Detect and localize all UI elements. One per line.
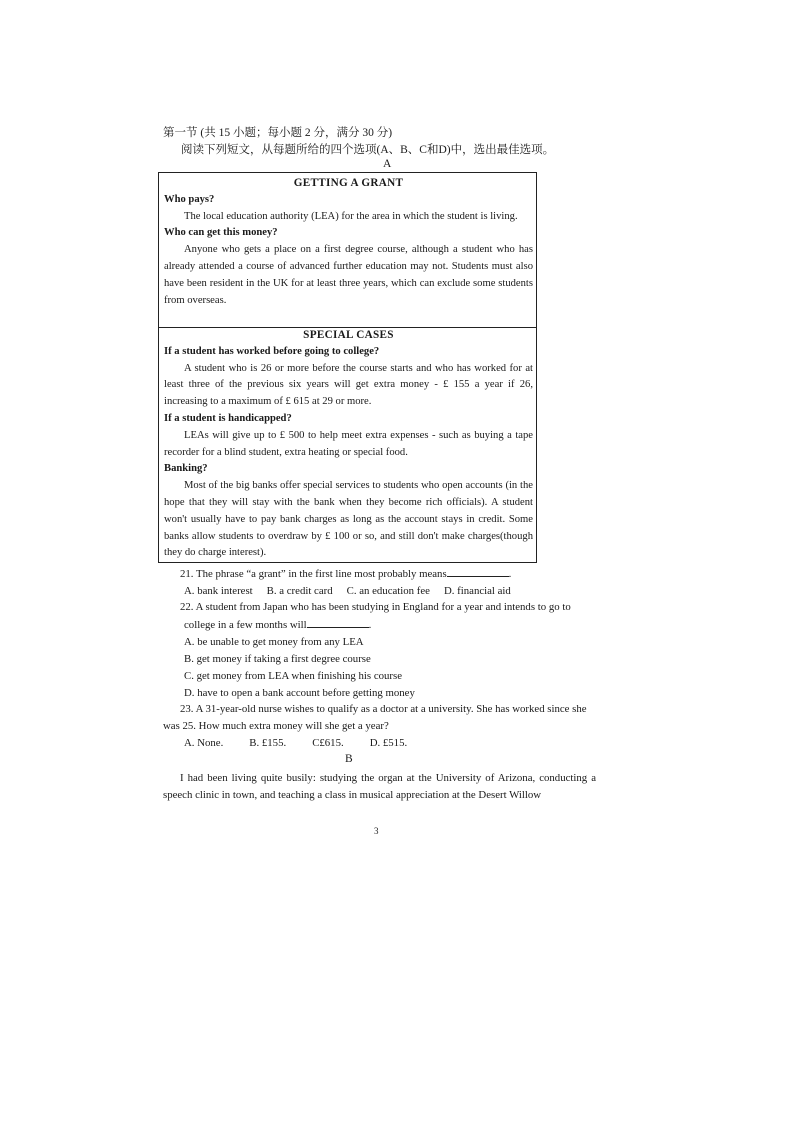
banking-text: Most of the big banks offer special services to students who open accounts (in the hope that they will stay with the bank when they become rich officials). A student won't usually have to pay bank charges as long as the account stays in credit. Some banks allow students to overdraw by £ 100 or so, and still don't make charges(though they do charge interest). bbox=[164, 480, 533, 559]
q22-option-a: A. be unable to get money from any LEA bbox=[184, 636, 364, 648]
special-cases-title: SPECIAL CASES bbox=[303, 329, 394, 341]
q22-option-b: B. get money if taking a first degree course bbox=[184, 653, 371, 665]
q22-option-c: C. get money from LEA when finishing his course bbox=[184, 670, 403, 682]
q22-answer-blank bbox=[307, 616, 369, 628]
q21-answer-blank bbox=[447, 565, 509, 577]
grant-section bbox=[164, 175, 533, 309]
q22-option-d: D. have to open a bank account before getting money bbox=[184, 687, 415, 699]
q21-options bbox=[180, 583, 511, 600]
q23-stem-continued: was 25. How much extra money will she get a year? bbox=[163, 720, 389, 732]
worked-before-text: A student who is 26 or more before the course starts and who has worked for at least three of the previous six years will get extra money - £ 155 a year if 26, increasing to a maximum of £ 615 at 29 or more. bbox=[164, 362, 533, 408]
handicapped-text: LEAs will give up to £ 500 to help meet extra expenses - such as buying a tape recorder for a blind student, extra heating or special food. bbox=[164, 429, 533, 458]
special-cases-section bbox=[164, 327, 533, 562]
passage-b-letter: B bbox=[345, 753, 353, 765]
q23-option-b: B. £155. bbox=[249, 737, 287, 749]
q23-stem: 23. A 31-year-old nurse wishes to qualify as a doctor at a university. She has worked since she bbox=[180, 703, 587, 715]
passage-a-letter: A bbox=[383, 158, 392, 170]
q23-option-a: A. None. bbox=[184, 737, 224, 749]
who-pays-text: The local education authority (LEA) for the area in which the student is living. bbox=[184, 210, 518, 222]
passage-b-text: I had been living quite busily: studying the organ at the University of Arizona, conducting a speech clinic in town, and teaching a class in musical appreciation at the Desert Willow bbox=[163, 772, 596, 801]
q21-stem: 21. The phrase “a grant” in the first line most probably means bbox=[180, 568, 447, 580]
question-21 bbox=[180, 565, 511, 600]
q22-stem: 22. A student from Japan who has been studying in England for a year and intends to go to bbox=[180, 601, 571, 613]
who-pays-heading: Who pays? bbox=[164, 193, 215, 205]
q21-period: . bbox=[508, 568, 512, 580]
section-instructions: 阅读下列短文，从每题所给的四个选项(A、B、C和D)中，选出最佳选项。 bbox=[181, 144, 555, 156]
q21-option-c: C. an education fee bbox=[346, 585, 430, 597]
who-can-get-heading: Who can get this money? bbox=[164, 227, 278, 239]
page-number: 3 bbox=[374, 826, 379, 836]
handicapped-heading: If a student is handicapped? bbox=[164, 412, 292, 424]
q22-period: . bbox=[368, 619, 372, 631]
q22-stem-continued: college in a few months will bbox=[184, 619, 307, 631]
q23-options bbox=[180, 735, 587, 752]
q23-option-c: C£615. bbox=[312, 737, 344, 749]
banking-heading: Banking? bbox=[164, 463, 208, 475]
q23-option-d: D. £515. bbox=[369, 737, 408, 749]
section-header: 第一节 (共 15 小题；每小题 2 分，满分 30 分) bbox=[163, 127, 393, 139]
q21-option-b: B. a credit card bbox=[266, 585, 333, 597]
question-22 bbox=[180, 599, 571, 702]
who-can-get-text: Anyone who gets a place on a first degree course, although a student who has already attended a course of advanced further education may not. Students must also have been resident in the UK for at least three years, which can exclude some students from overseas. bbox=[164, 244, 533, 306]
worked-before-heading: If a student has worked before going to college? bbox=[164, 345, 380, 357]
q21-option-d: D. financial aid bbox=[443, 585, 511, 597]
q21-option-a: A. bank interest bbox=[184, 585, 253, 597]
passage-a-box bbox=[158, 172, 537, 563]
question-23 bbox=[163, 701, 587, 752]
grant-title: GETTING A GRANT bbox=[293, 177, 404, 189]
